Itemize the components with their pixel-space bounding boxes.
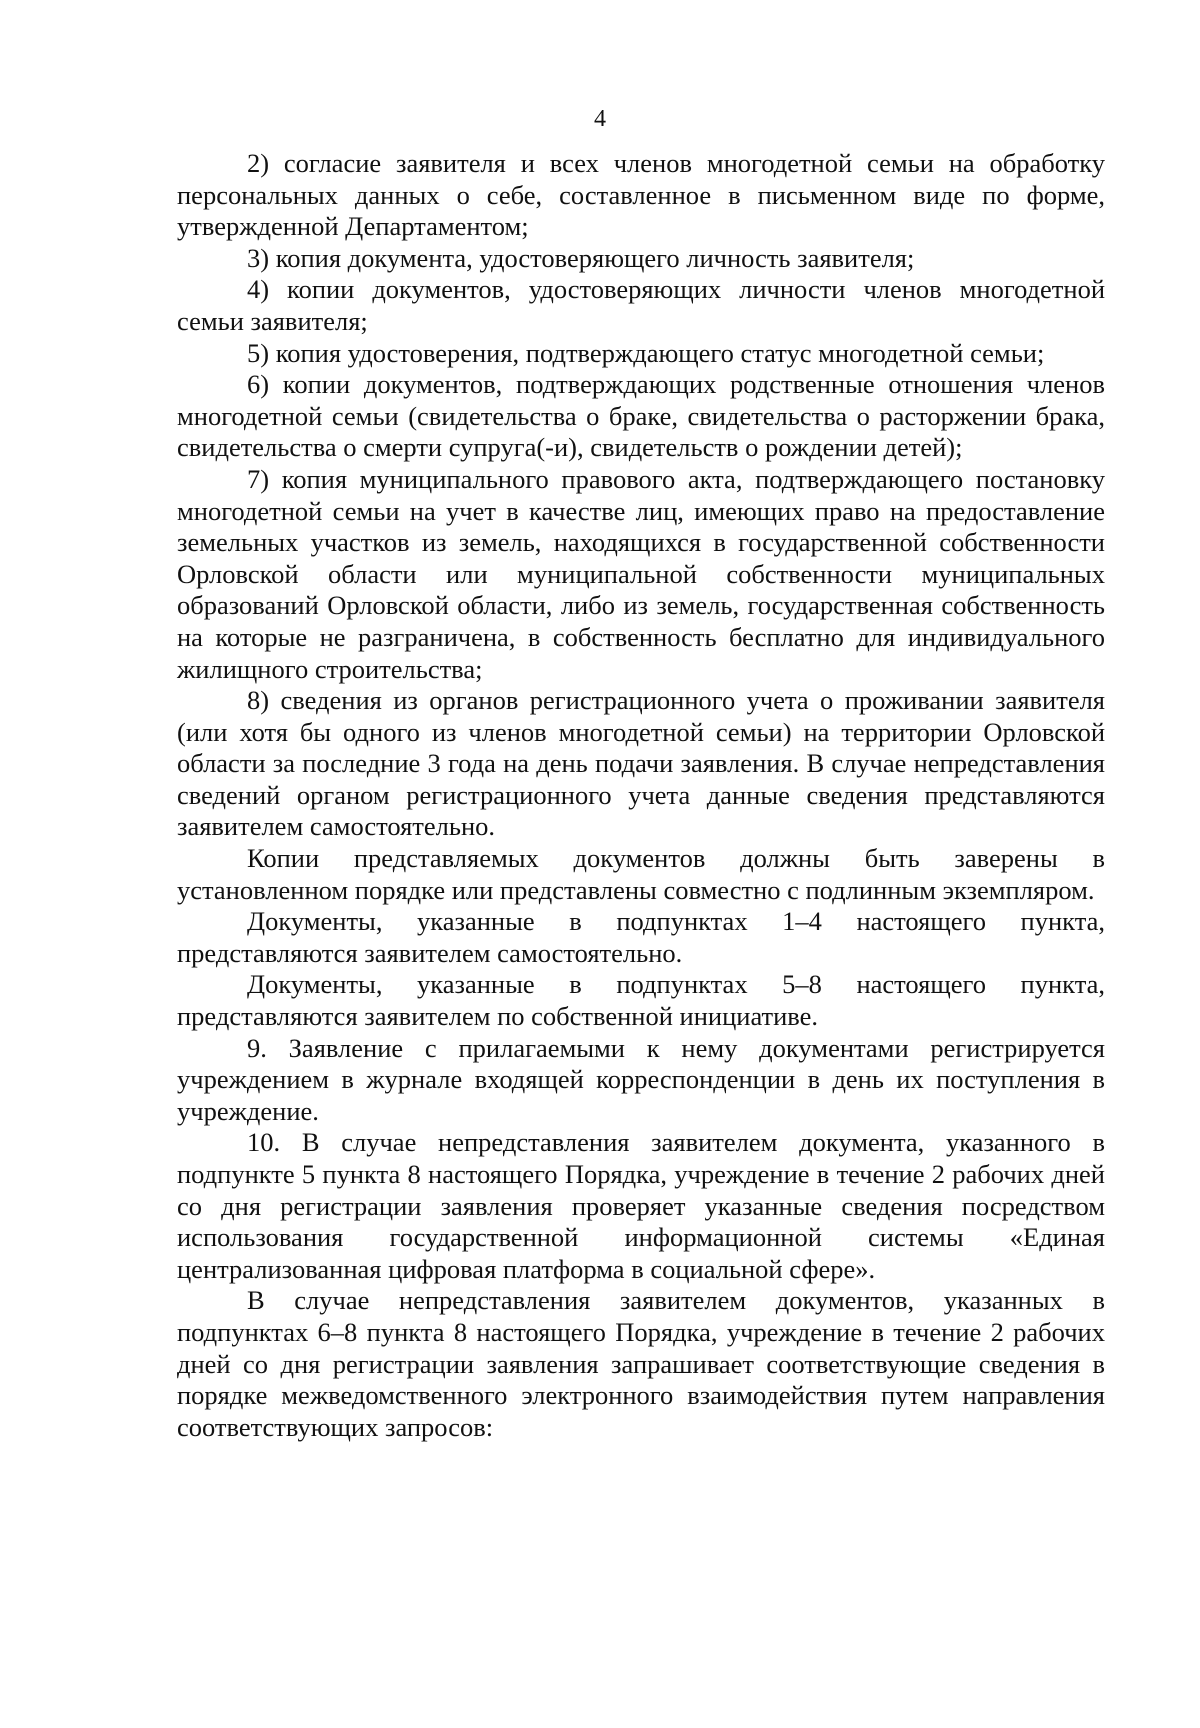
paragraph-item-8-residence-info: 8) сведения из органов регистрационного учета о проживании заявителя (или хотя бы одного из членов многодетной семьи) на территории Орловской области за последние 3 года на день подачи заявления. В случае непредставления сведений органом регистрационного учета данные сведения представляются заявителем самостоятельно. xyxy=(177,685,1105,842)
paragraph-item-4-family-identity-copies: 4) копии документов, удостоверяющих личности членов многодетной семьи заявителя; xyxy=(177,274,1105,336)
paragraph-item-3-identity-copy: 3) копия документа, удостоверяющего личность заявителя; xyxy=(247,242,915,273)
paragraph-documents-5-8: Документы, указанные в подпунктах 5–8 настоящего пункта, представляются заявителем по собственной инициативе. xyxy=(177,969,1105,1032)
paragraph-item-2-consent: 2) согласие заявителя и всех членов многодетной семьи на обработку персональных данных о себе, составленное в письменном виде по форме, утвержденной Департаментом; xyxy=(177,148,1105,242)
paragraph-item-7-municipal-act: 7) копия муниципального правового акта, подтверждающего постановку многодетной семьи на учет в качестве лиц, имеющих право на предоставление земельных участков из земель, находящихся в государственной собственности Орловской области или муниципальной собственности муниципальных образований Орловской области, либо из земель, государственная собственность на которые не разграничена, в собственность бесплатно для индивидуального жилищного строительства; xyxy=(177,463,1105,684)
page-number: 4 xyxy=(594,106,606,132)
paragraph-item-6-relationship-documents: 6) копии документов, подтверждающих родственные отношения членов многодетной семьи (свидетельства о браке, свидетельства о расторжении брака, свидетельства о смерти супруга(-и), свидетельств о рождении детей); xyxy=(177,369,1105,463)
document-body xyxy=(177,148,1105,1443)
paragraph-clause-10-verification: 10. В случае непредставления заявителем документа, указанного в подпункте 5 пункта 8 настоящего Порядка, учреждение в течение 2 рабочих дней со дня регистрации заявления проверяет указанные сведения посредством использования государственной информационной системы «Единая централизованная цифровая платформа в социальной сфере». xyxy=(177,1127,1105,1284)
paragraph-item-5-status-certificate: 5) копия удостоверения, подтверждающего статус многодетной семьи; xyxy=(247,337,1045,368)
paragraph-clause-9-registration: 9. Заявление с прилагаемыми к нему документами регистрируется учреждением в журнале входящей корреспонденции в день их поступления в учреждение. xyxy=(177,1032,1105,1126)
paragraph-documents-1-4: Документы, указанные в подпунктах 1–4 настоящего пункта, представляются заявителем самостоятельно. xyxy=(177,906,1105,968)
paragraph-copies-certification: Копии представляемых документов должны быть заверены в установленном порядке или представлены совместно с подлинным экземпляром. xyxy=(177,843,1105,905)
paragraph-interagency-requests: В случае непредставления заявителем документов, указанных в подпунктах 6–8 пункта 8 настоящего Порядка, учреждение в течение 2 рабочих дней со дня регистрации заявления запрашивает соответствующие сведения в порядке межведомственного электронного взаимодействия путем направления соответствующих запросов: xyxy=(177,1285,1105,1442)
